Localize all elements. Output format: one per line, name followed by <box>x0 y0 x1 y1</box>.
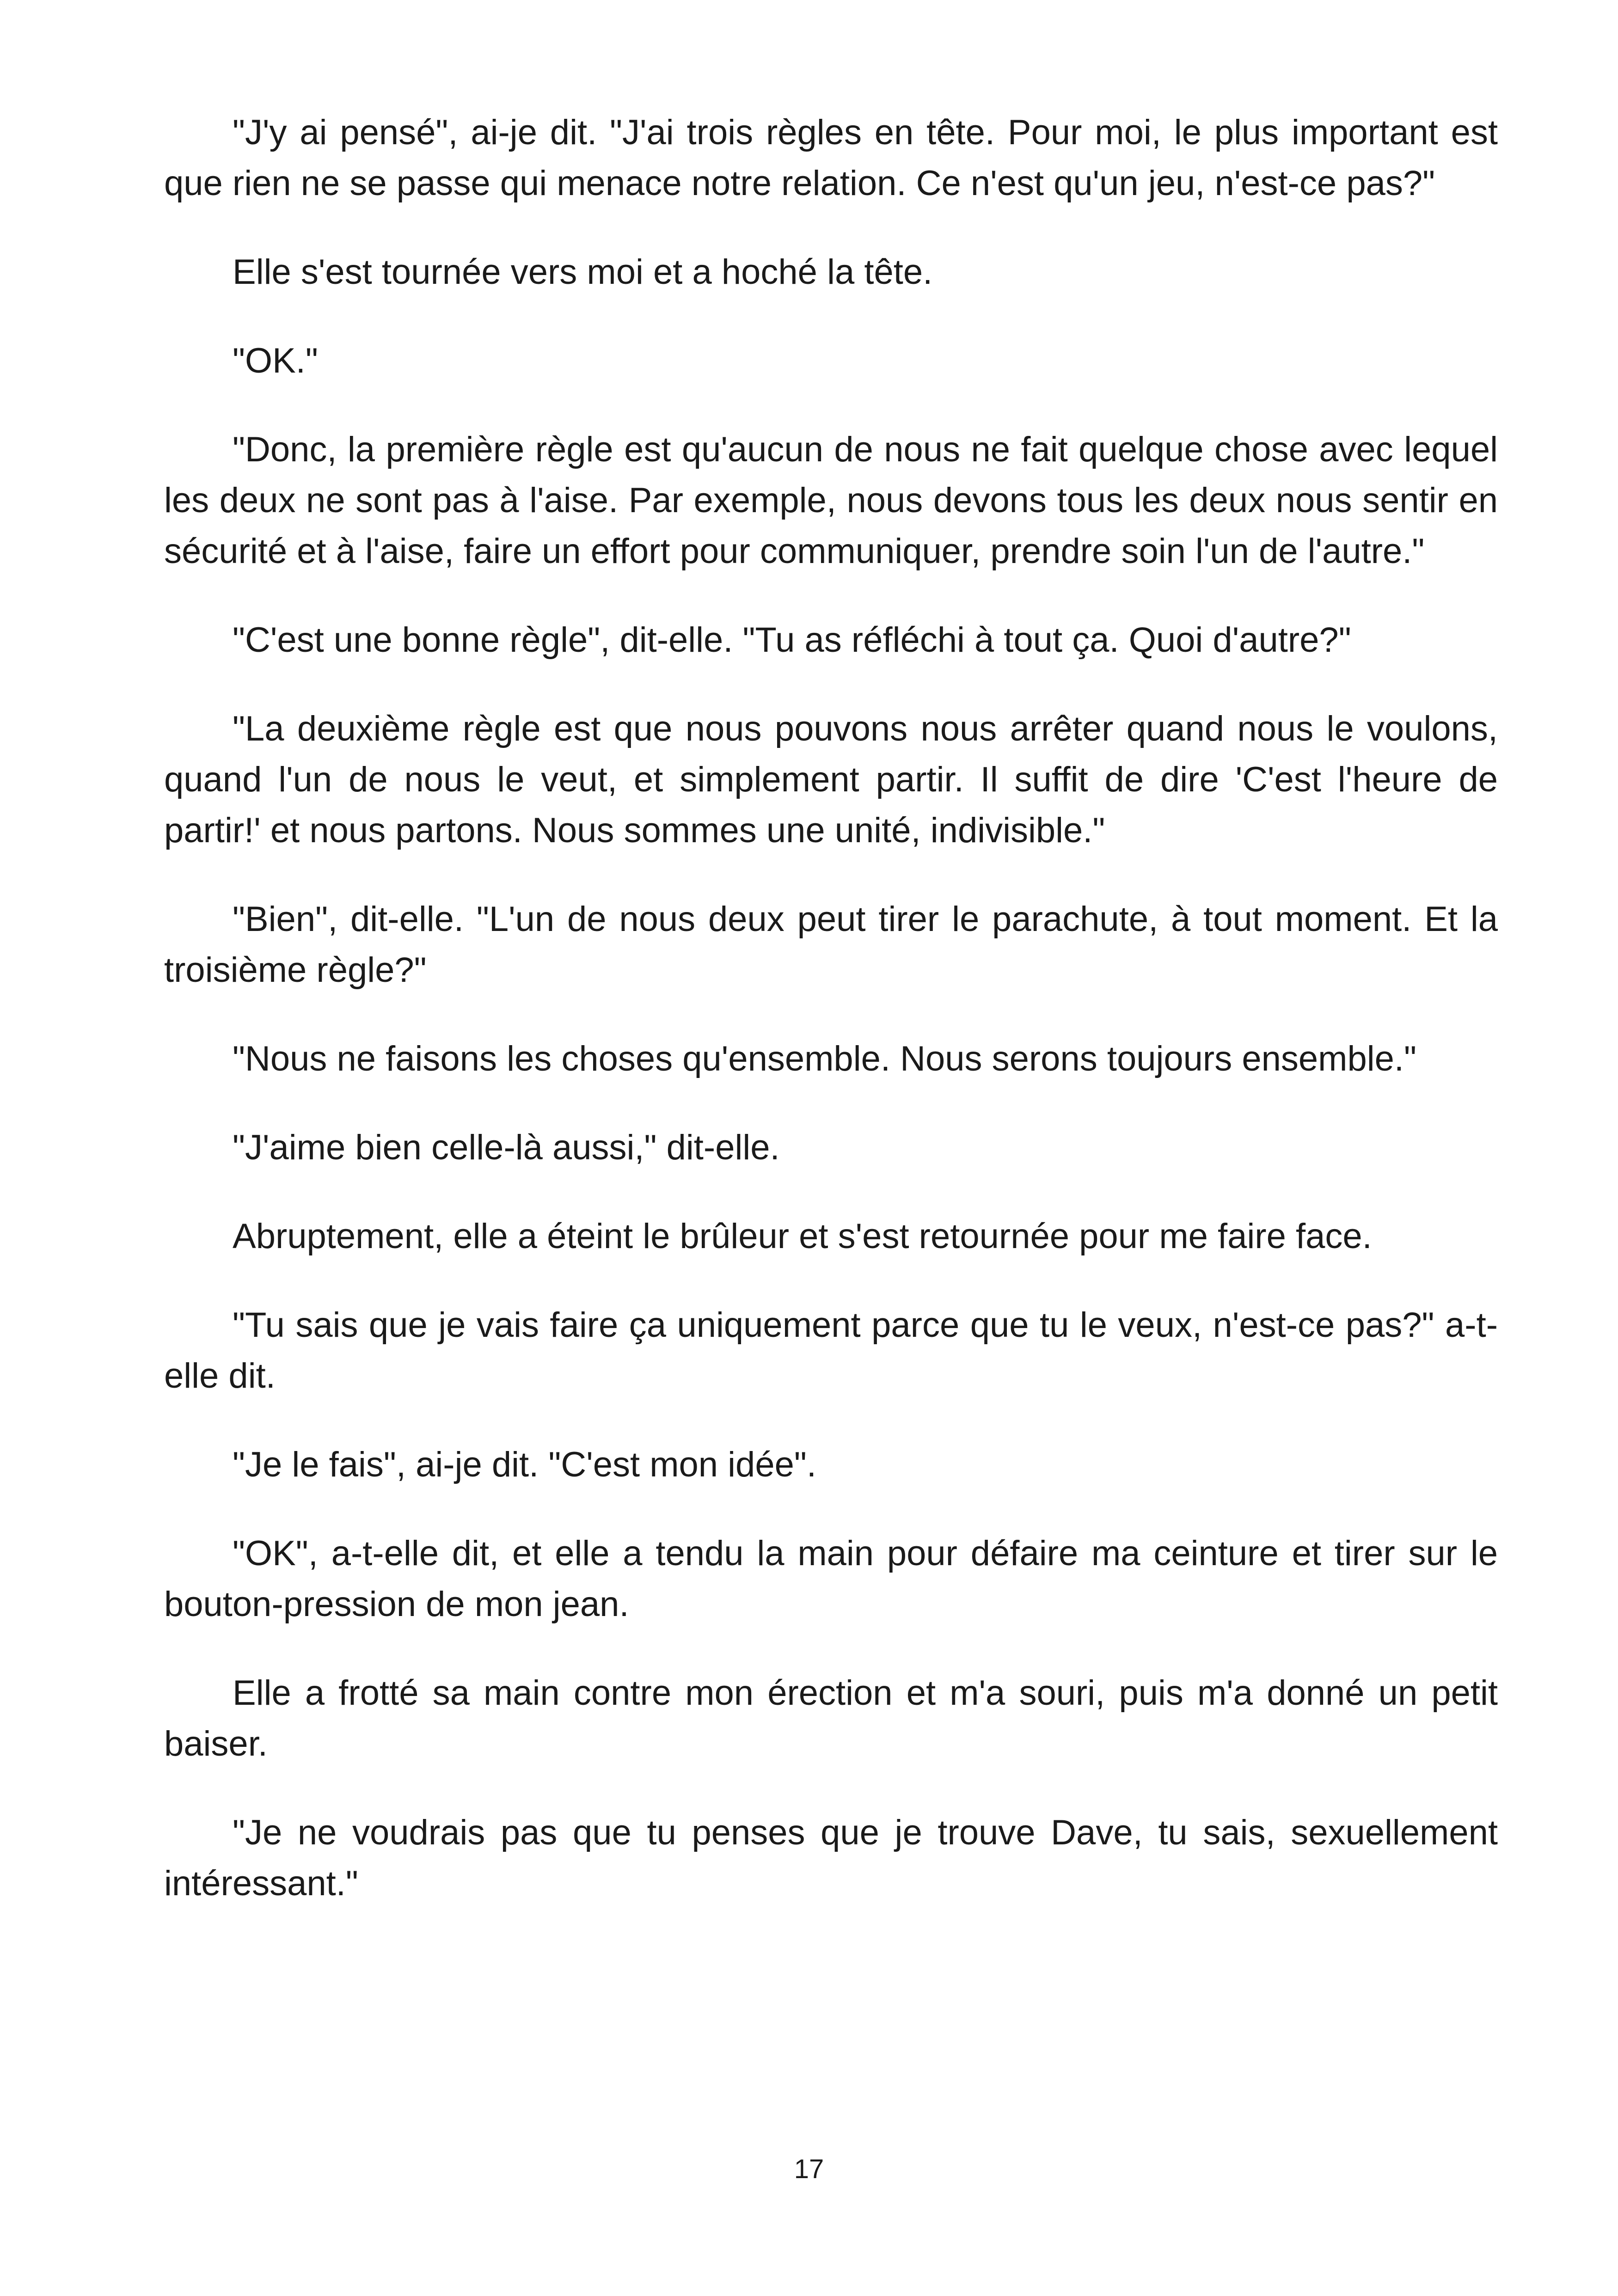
paragraph: "Bien", dit-elle. "L'un de nous deux peut tirer le parachute, à tout moment. Et la troisième règle?" <box>164 900 1498 990</box>
paragraph: "Tu sais que je vais faire ça uniquement parce que tu le veux, n'est-ce pas?" a-t-elle dit. <box>164 1305 1498 1396</box>
paragraph: "OK." <box>233 341 318 380</box>
paragraph: "Je le fais", ai-je dit. "C'est mon idée". <box>233 1445 816 1484</box>
body-text <box>164 107 1498 1947</box>
paragraph: "C'est une bonne règle", dit-elle. "Tu as réfléchi à tout ça. Quoi d'autre?" <box>233 620 1351 660</box>
paragraph: Elle s'est tournée vers moi et a hoché la tête. <box>233 252 933 292</box>
paragraph: "OK", a-t-elle dit, et elle a tendu la main pour défaire ma ceinture et tirer sur le bouton-pression de mon jean. <box>164 1534 1498 1624</box>
paragraph: "Nous ne faisons les choses qu'ensemble. Nous serons toujours ensemble." <box>233 1039 1416 1078</box>
paragraph: "La deuxième règle est que nous pouvons nous arrêter quand nous le voulons, quand l'un de nous le veut, et simplement partir. Il suffit de dire 'C'est l'heure de partir!' et nous partons. Nous sommes une unité, indivisible." <box>164 709 1498 850</box>
paragraph: Abruptement, elle a éteint le brûleur et s'est retournée pour me faire face. <box>233 1217 1372 1256</box>
page-number: 17 <box>794 2154 824 2184</box>
paragraph: "J'aime bien celle-là aussi," dit-elle. <box>233 1128 780 1167</box>
paragraph: "Je ne voudrais pas que tu penses que je trouve Dave, tu sais, sexuellement intéressant." <box>164 1813 1498 1903</box>
paragraph: "Donc, la première règle est qu'aucun de nous ne fait quelque chose avec lequel les deux ne sont pas à l'aise. Par exemple, nous devons tous les deux nous sentir en sécurité et à l'aise, faire un effort pour communiquer, prendre soin l'un de l'autre." <box>164 430 1498 571</box>
paragraph: "J'y ai pensé", ai-je dit. "J'ai trois règles en tête. Pour moi, le plus important est que rien ne se passe qui menace notre relation. Ce n'est qu'un jeu, n'est-ce pas?" <box>164 113 1498 203</box>
paragraph: Elle a frotté sa main contre mon érection et m'a souri, puis m'a donné un petit baiser. <box>164 1673 1498 1763</box>
